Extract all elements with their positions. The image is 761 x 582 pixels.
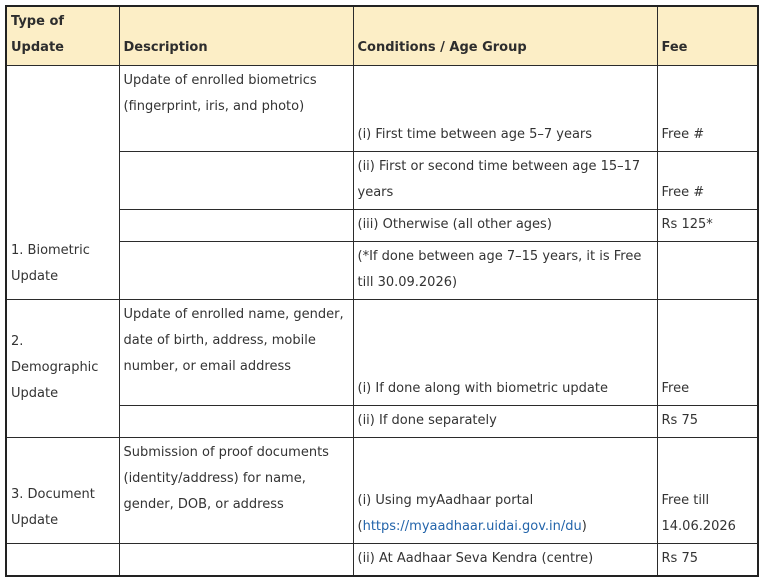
table-row [6, 152, 758, 210]
description-cell-empty [119, 242, 353, 300]
description-cell-demographic: Update of enrolled name, gender, date of birth, address, mobile number, or email address [119, 300, 353, 406]
description-cell-empty [119, 544, 353, 577]
header-conditions-age-group: Conditions / Age Group [353, 6, 657, 66]
condition-cell: (ii) At Aadhaar Seva Kendra (centre) [353, 544, 657, 577]
condition-cell-with-link [353, 438, 657, 544]
table-row [6, 406, 758, 438]
paren-close: ) [581, 519, 587, 534]
table-row [6, 242, 758, 300]
myaadhaar-link[interactable]: https://myaadhaar.uidai.gov.in/du [362, 519, 582, 534]
condition-cell: (iii) Otherwise (all other ages) [353, 210, 657, 242]
condition-text: (i) Using myAadhaar portal [357, 493, 534, 508]
type-cell-document: 3. Document Update [6, 438, 119, 544]
condition-cell: (i) If done along with biometric update [353, 300, 657, 406]
header-row [6, 6, 758, 66]
description-cell-document: Submission of proof documents (identity/address) for name, gender, DOB, or address [119, 438, 353, 544]
fee-cell: Rs 75 [657, 406, 758, 438]
description-cell-empty [119, 210, 353, 242]
condition-cell-note: (*If done between age 7–15 years, it is Free till 30.09.2026) [353, 242, 657, 300]
description-cell-empty [119, 406, 353, 438]
type-cell-biometric: 1. Biometric Update [6, 66, 119, 300]
paren-open: ( [357, 519, 363, 534]
table-row [6, 544, 758, 577]
table-row [6, 66, 758, 152]
condition-cell: (ii) If done separately [353, 406, 657, 438]
description-cell-empty [119, 152, 353, 210]
type-cell-empty [6, 544, 119, 577]
condition-cell: (ii) First or second time between age 15–17 years [353, 152, 657, 210]
header-fee: Fee [657, 6, 758, 66]
fee-cell-empty [657, 242, 758, 300]
table-row [6, 438, 758, 544]
fee-cell: Free # [657, 66, 758, 152]
fee-cell: Rs 125* [657, 210, 758, 242]
fee-cell: Free till 14.06.2026 [657, 438, 758, 544]
description-cell-biometric: Update of enrolled biometrics (fingerprint, iris, and photo) [119, 66, 353, 152]
condition-cell: (i) First time between age 5–7 years [353, 66, 657, 152]
header-description: Description [119, 6, 353, 66]
table-row [6, 210, 758, 242]
fee-cell: Free [657, 300, 758, 406]
aadhaar-fee-table [5, 5, 759, 577]
fee-cell: Free # [657, 152, 758, 210]
type-cell-demographic: 2. Demographic Update [6, 300, 119, 438]
table-row [6, 300, 758, 406]
header-type-of-update: Type of Update [6, 6, 119, 66]
fee-cell: Rs 75 [657, 544, 758, 577]
